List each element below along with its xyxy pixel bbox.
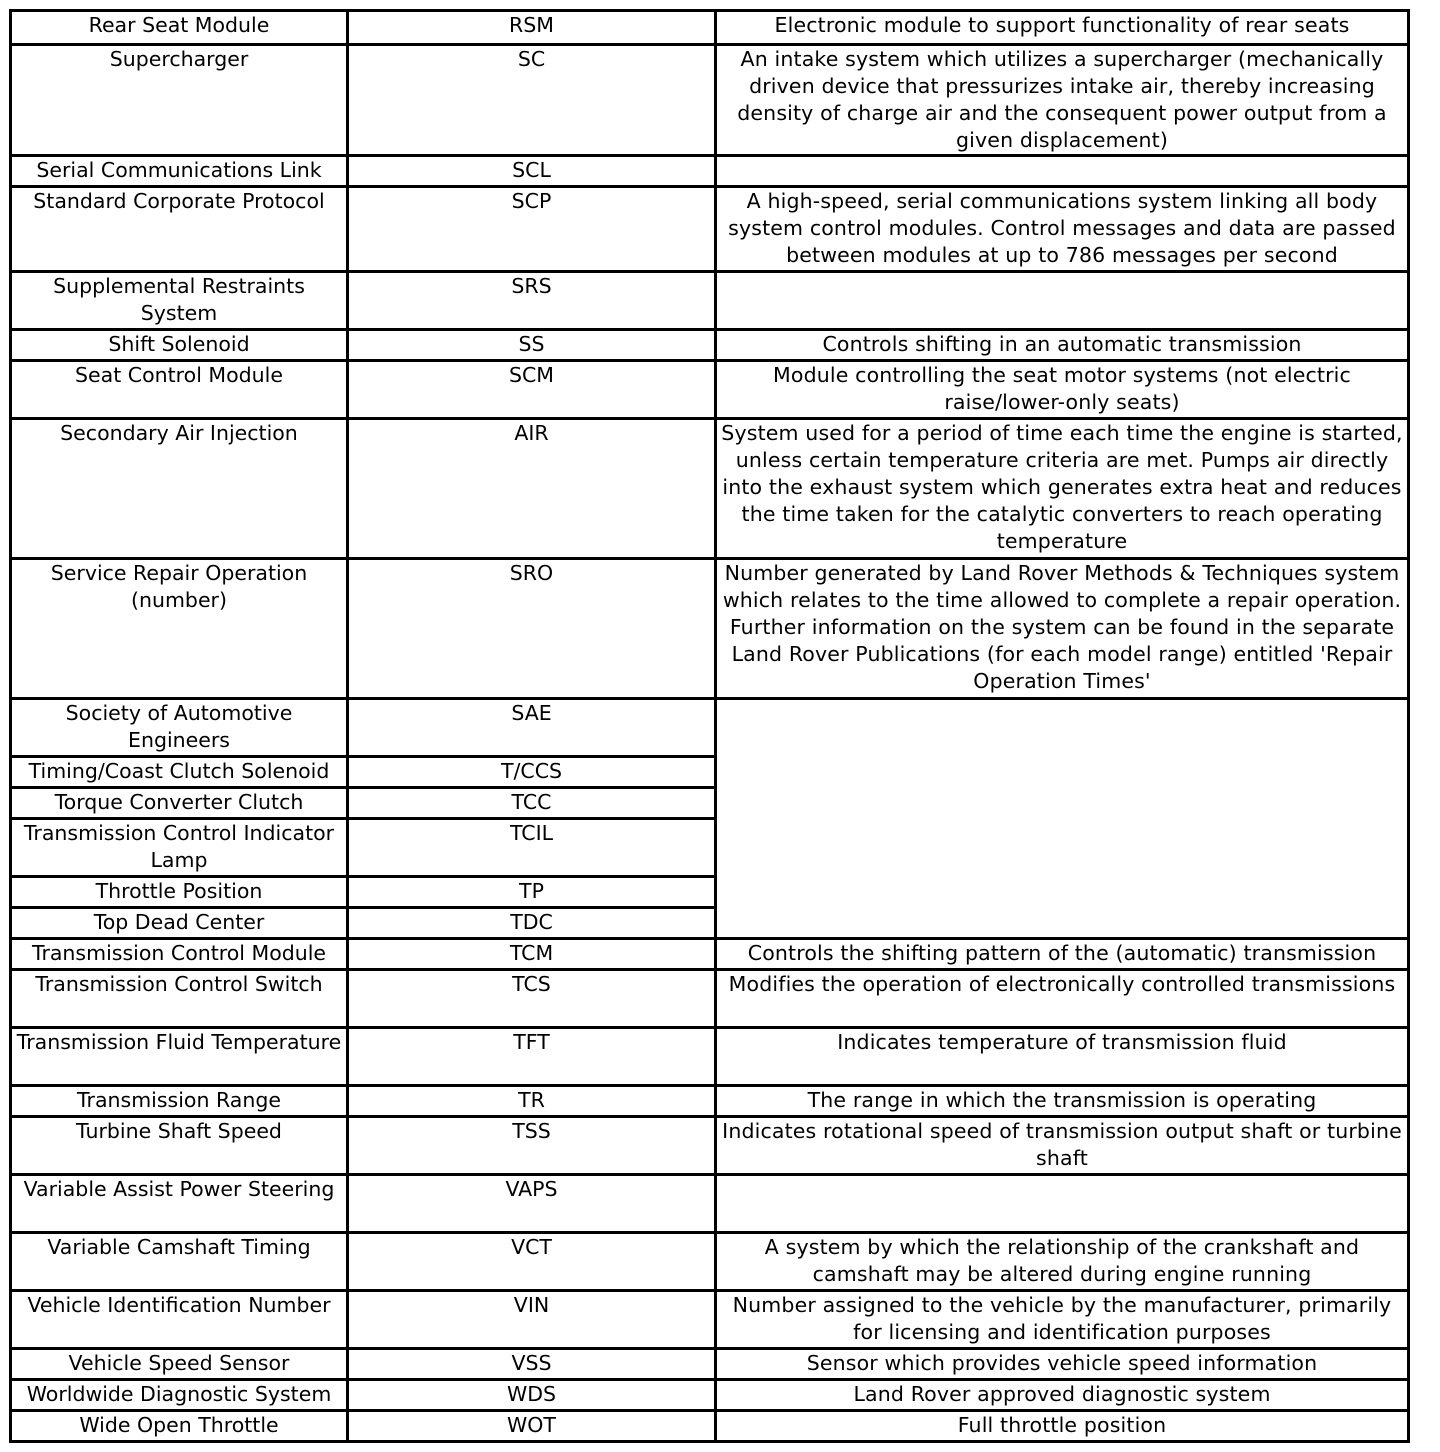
table-row [11, 699, 1409, 757]
term-cell: Torque Converter Clutch [11, 788, 348, 819]
abbreviation-cell: TCC [348, 788, 716, 819]
abbreviation-cell: VCT [348, 1233, 716, 1291]
abbreviation-cell: T/CCS [348, 757, 716, 788]
table-row [11, 1380, 1409, 1411]
abbreviation-cell: AIR [348, 419, 716, 559]
term-cell: Transmission Fluid Temperature [11, 1028, 348, 1086]
abbreviation-cell: TCS [348, 970, 716, 1028]
table-row [11, 559, 1409, 699]
abbreviation-cell: SCL [348, 156, 716, 187]
abbreviation-cell: SAE [348, 699, 716, 757]
description-cell: Land Rover approved diagnostic system [716, 1380, 1409, 1411]
description-cell: Number generated by Land Rover Methods & Techniques system which relates to the time allowed to complete a repair operation. Further information on the system can be found in the separate Land Rover Publications (for each model range) entitled 'Repair Operation Times' [716, 559, 1409, 699]
term-cell: Turbine Shaft Speed [11, 1117, 348, 1175]
description-cell: Indicates rotational speed of transmission output shaft or turbine shaft [716, 1117, 1409, 1175]
table-row [11, 1349, 1409, 1380]
description-cell: Sensor which provides vehicle speed information [716, 1349, 1409, 1380]
abbreviation-cell: TSS [348, 1117, 716, 1175]
term-cell: Wide Open Throttle [11, 1411, 348, 1442]
abbreviation-cell: SCP [348, 187, 716, 272]
description-cell: A high-speed, serial communications system linking all body system control modules. Control messages and data are passed between modules at up to 786 messages per second [716, 187, 1409, 272]
term-cell: Transmission Range [11, 1086, 348, 1117]
term-cell: Variable Camshaft Timing [11, 1233, 348, 1291]
abbreviation-cell: TR [348, 1086, 716, 1117]
table-row [11, 970, 1409, 1028]
term-cell: Top Dead Center [11, 908, 348, 939]
description-cell: Electronic module to support functionality of rear seats [716, 11, 1409, 45]
term-cell: Vehicle Speed Sensor [11, 1349, 348, 1380]
abbreviation-cell: TP [348, 877, 716, 908]
description-cell: Controls the shifting pattern of the (automatic) transmission [716, 939, 1409, 970]
abbreviations-table-body [11, 11, 1409, 1442]
term-cell: Transmission Control Switch [11, 970, 348, 1028]
table-row [11, 1028, 1409, 1086]
table-row [11, 11, 1409, 45]
description-cell: The range in which the transmission is operating [716, 1086, 1409, 1117]
abbreviation-cell: SCM [348, 361, 716, 419]
term-cell: Variable Assist Power Steering [11, 1175, 348, 1233]
description-cell: Controls shifting in an automatic transmission [716, 330, 1409, 361]
table-row [11, 419, 1409, 559]
term-cell: Rear Seat Module [11, 11, 348, 45]
term-cell: Society of Automotive Engineers [11, 699, 348, 757]
table-row [11, 1411, 1409, 1442]
abbreviations-table [9, 9, 1410, 1443]
abbreviation-cell: SS [348, 330, 716, 361]
term-cell: Transmission Control Indicator Lamp [11, 819, 348, 877]
term-cell: Secondary Air Injection [11, 419, 348, 559]
term-cell: Supercharger [11, 45, 348, 156]
term-cell: Serial Communications Link [11, 156, 348, 187]
abbreviation-cell: TFT [348, 1028, 716, 1086]
table-row [11, 187, 1409, 272]
description-cell: Module controlling the seat motor systems (not electric raise/lower-only seats) [716, 361, 1409, 419]
term-cell: Throttle Position [11, 877, 348, 908]
abbreviation-cell: SC [348, 45, 716, 156]
abbreviation-cell: VSS [348, 1349, 716, 1380]
description-cell [716, 272, 1409, 330]
abbreviation-cell: TCIL [348, 819, 716, 877]
abbreviation-cell: TDC [348, 908, 716, 939]
table-row [11, 1291, 1409, 1349]
description-cell: System used for a period of time each time the engine is started, unless certain temperature criteria are met. Pumps air directly into the exhaust system which generates extra heat and reduces the time taken for the catalytic converters to reach operating temperature [716, 419, 1409, 559]
table-row [11, 156, 1409, 187]
abbreviation-cell: VAPS [348, 1175, 716, 1233]
term-cell: Transmission Control Module [11, 939, 348, 970]
table-row [11, 330, 1409, 361]
term-cell: Seat Control Module [11, 361, 348, 419]
table-row [11, 45, 1409, 156]
table-row [11, 361, 1409, 419]
table-row [11, 1233, 1409, 1291]
description-cell: A system by which the relationship of the crankshaft and camshaft may be altered during engine running [716, 1233, 1409, 1291]
description-cell [716, 1175, 1409, 1233]
table-row [11, 272, 1409, 330]
abbreviation-cell: SRS [348, 272, 716, 330]
term-cell: Supplemental Restraints System [11, 272, 348, 330]
description-cell-empty-merged [716, 699, 1409, 939]
term-cell: Shift Solenoid [11, 330, 348, 361]
description-cell: An intake system which utilizes a supercharger (mechanically driven device that pressurizes intake air, thereby increasing density of charge air and the consequent power output from a given displacement) [716, 45, 1409, 156]
abbreviation-cell: VIN [348, 1291, 716, 1349]
abbreviation-cell: TCM [348, 939, 716, 970]
term-cell: Timing/Coast Clutch Solenoid [11, 757, 348, 788]
term-cell: Worldwide Diagnostic System [11, 1380, 348, 1411]
description-cell: Number assigned to the vehicle by the manufacturer, primarily for licensing and identification purposes [716, 1291, 1409, 1349]
description-cell [716, 156, 1409, 187]
table-row [11, 1086, 1409, 1117]
term-cell: Service Repair Operation (number) [11, 559, 348, 699]
description-cell: Full throttle position [716, 1411, 1409, 1442]
abbreviation-cell: RSM [348, 11, 716, 45]
description-cell: Modifies the operation of electronically controlled transmissions [716, 970, 1409, 1028]
table-row [11, 1117, 1409, 1175]
table-row [11, 1175, 1409, 1233]
abbreviation-cell: WDS [348, 1380, 716, 1411]
term-cell: Vehicle Identification Number [11, 1291, 348, 1349]
table-row [11, 939, 1409, 970]
description-cell: Indicates temperature of transmission fluid [716, 1028, 1409, 1086]
abbreviation-cell: SRO [348, 559, 716, 699]
abbreviation-cell: WOT [348, 1411, 716, 1442]
term-cell: Standard Corporate Protocol [11, 187, 348, 272]
